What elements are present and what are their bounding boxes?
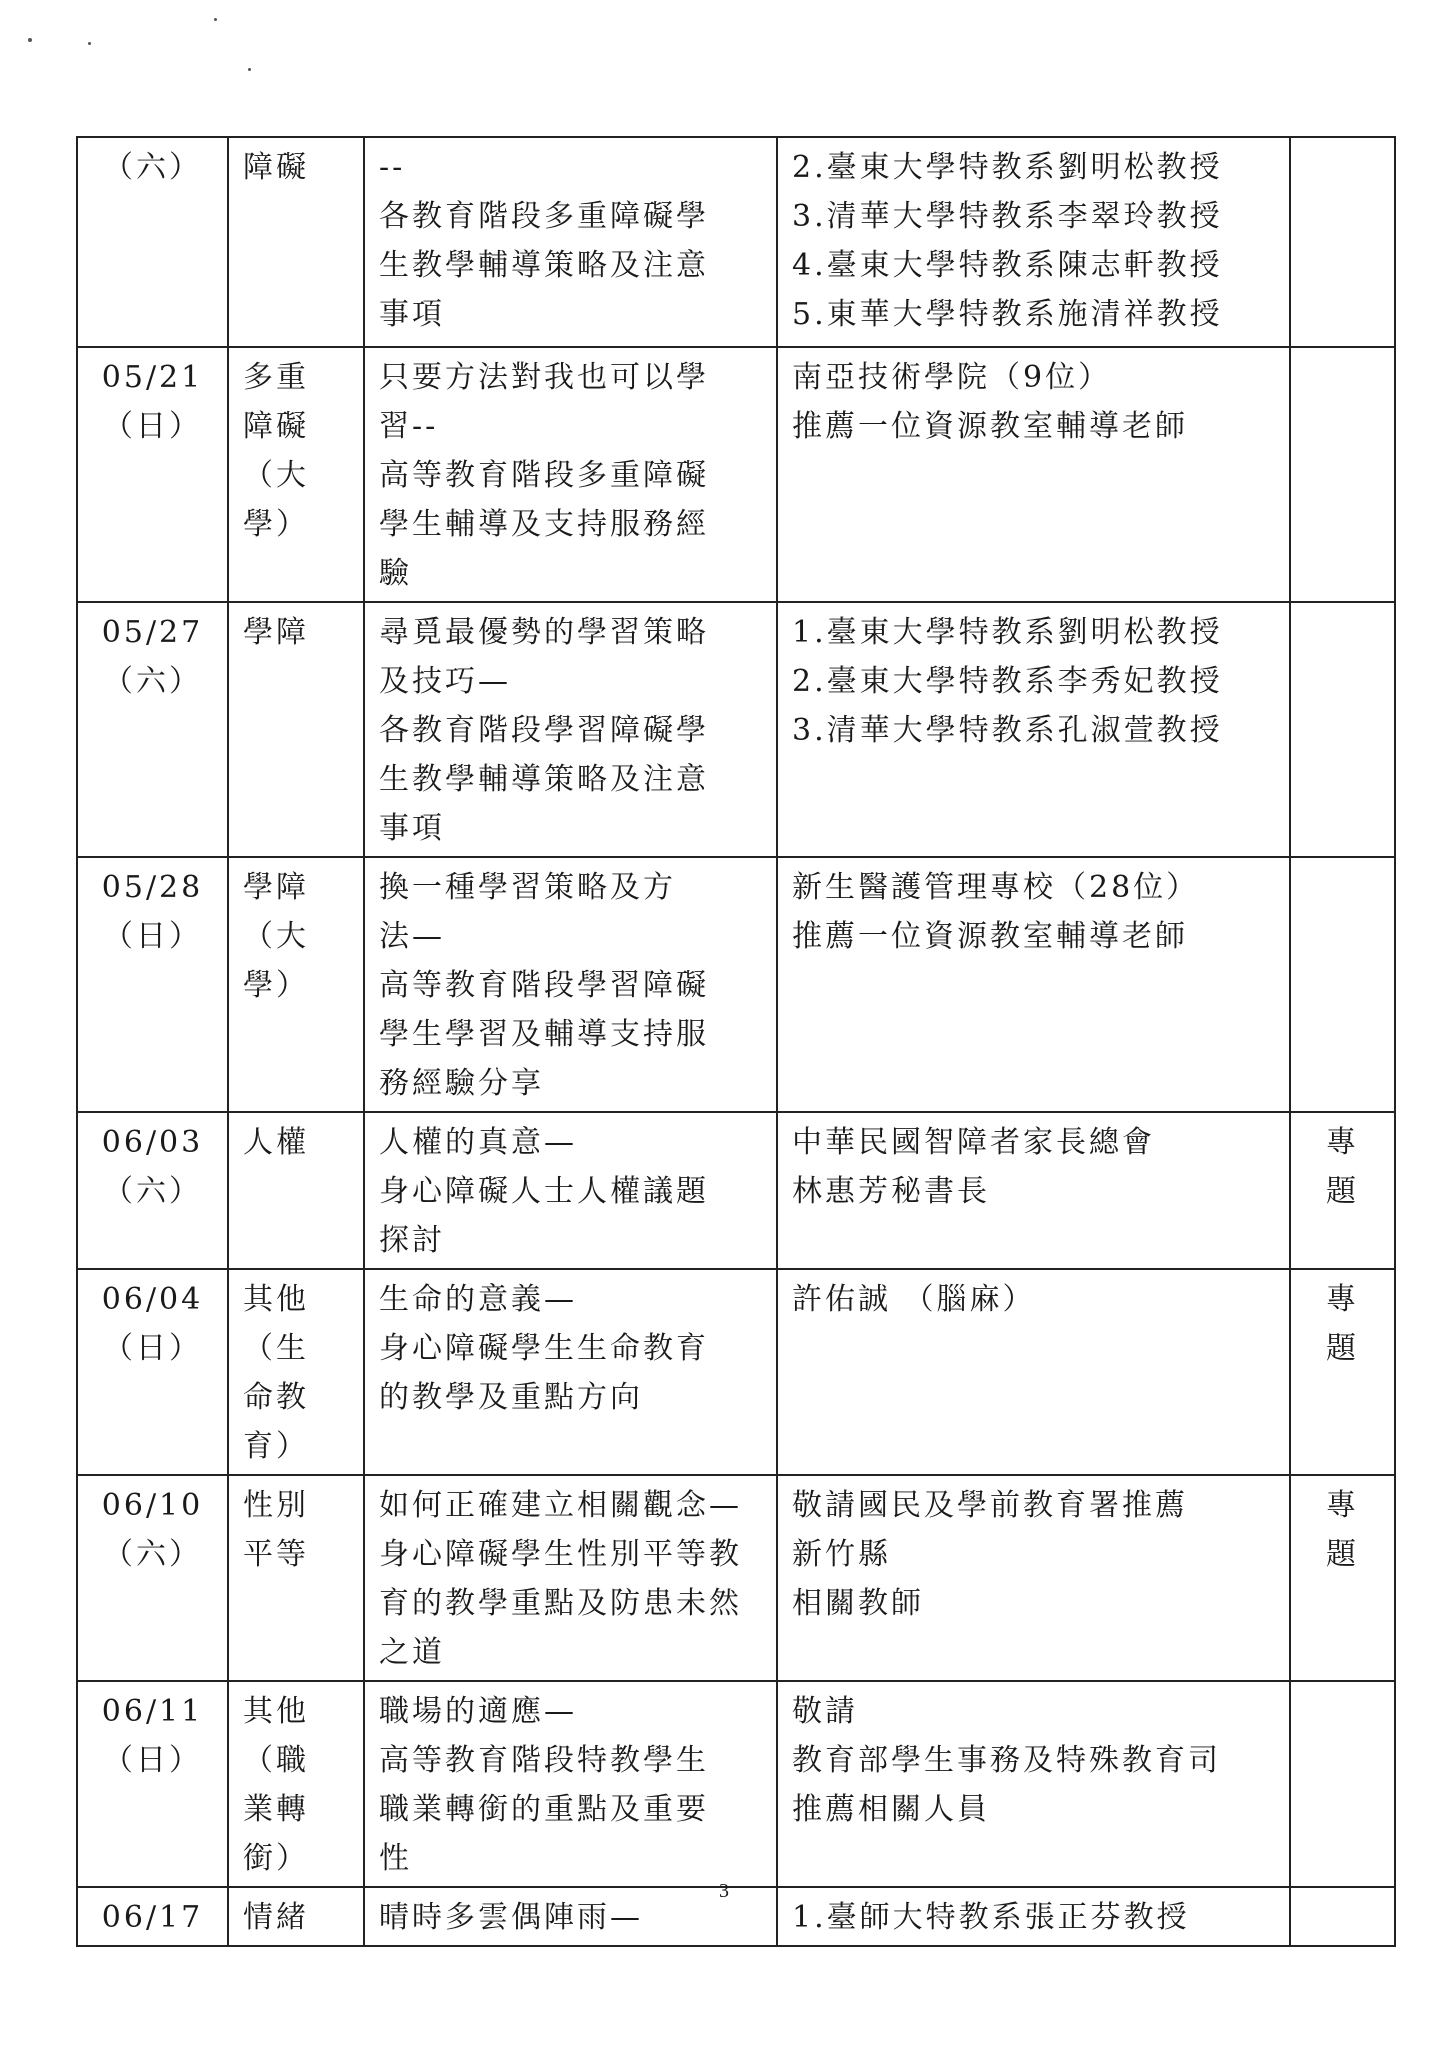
cell-line: -- (379, 150, 406, 185)
note-cell (1290, 1112, 1395, 1269)
cell-line: 3.清華大學特教系李翠玲教授 (792, 199, 1223, 234)
cell-line: 新竹縣 (792, 1537, 891, 1572)
cell-line: 推薦相關人員 (792, 1792, 990, 1827)
scan-speck (248, 68, 251, 71)
schedule-table (76, 136, 1396, 1947)
cell-line: 5.東華大學特教系施清祥教授 (792, 297, 1223, 332)
table-row (77, 1112, 1395, 1269)
cell-line: 2.臺東大學特教系劉明松教授 (792, 150, 1223, 185)
cell-line: 情緒 (243, 1900, 309, 1935)
topic-cell (364, 1681, 777, 1887)
category-cell (228, 1681, 364, 1887)
date-cell (77, 602, 228, 857)
page-number: 3 (719, 1880, 729, 1902)
cell-line: 許佑誠 （腦麻） (792, 1282, 1036, 1317)
speaker-cell (777, 1681, 1290, 1887)
cell-line: 高等教育階段多重障礙 (379, 458, 709, 493)
cell-line: 之道 (379, 1635, 445, 1670)
topic-cell (364, 1475, 777, 1681)
category-cell (228, 1112, 364, 1269)
cell-line: 育的教學重點及防患未然 (379, 1586, 742, 1621)
speaker-cell (777, 1475, 1290, 1681)
topic-cell (364, 347, 777, 602)
cell-line: 習-- (379, 409, 439, 444)
cell-line: 專 (1326, 1282, 1359, 1317)
speaker-cell (777, 1269, 1290, 1475)
cell-line: （大 (243, 458, 309, 493)
cell-line: （生 (243, 1331, 309, 1366)
cell-line: 新生醫護管理專校（28位） (792, 870, 1200, 905)
cell-line: 06/11 (101, 1694, 204, 1729)
cell-line: 晴時多雲偶陣雨— (379, 1900, 643, 1935)
cell-line: 生教學輔導策略及注意 (379, 248, 709, 283)
cell-line: 高等教育階段學習障礙 (379, 968, 709, 1003)
table-row (77, 1269, 1395, 1475)
cell-line: 學生學習及輔導支持服 (379, 1017, 709, 1052)
speaker-cell (777, 602, 1290, 857)
cell-line: 教育部學生事務及特殊教育司 (792, 1743, 1221, 1778)
cell-line: （六） (103, 664, 202, 699)
cell-line: 探討 (379, 1223, 445, 1258)
cell-line: （六） (103, 150, 202, 185)
cell-line: 林惠芳秘書長 (792, 1174, 990, 1209)
cell-line: 人權 (243, 1125, 309, 1160)
cell-line: 事項 (379, 297, 445, 332)
cell-line: 多重 (243, 360, 309, 395)
cell-line: 題 (1326, 1174, 1359, 1209)
cell-line: （日） (103, 409, 202, 444)
cell-line: （日） (103, 919, 202, 954)
cell-line: 生教學輔導策略及注意 (379, 762, 709, 797)
cell-line: 推薦一位資源教室輔導老師 (792, 919, 1188, 954)
date-cell (77, 857, 228, 1112)
cell-line: 1.臺東大學特教系劉明松教授 (792, 615, 1223, 650)
cell-line: 各教育階段多重障礙學 (379, 199, 709, 234)
cell-line: 06/04 (101, 1282, 204, 1317)
date-cell (77, 137, 228, 347)
date-cell (77, 347, 228, 602)
category-cell (228, 1475, 364, 1681)
cell-line: 學） (243, 968, 309, 1003)
category-cell (228, 347, 364, 602)
cell-line: 命教 (243, 1380, 309, 1415)
table-row (77, 347, 1395, 602)
cell-line: 尋覓最優勢的學習策略 (379, 615, 709, 650)
cell-line: 專 (1326, 1125, 1359, 1160)
date-cell (77, 1475, 228, 1681)
cell-line: 專 (1326, 1488, 1359, 1523)
scan-speck (214, 18, 217, 21)
cell-line: 學生輔導及支持服務經 (379, 507, 709, 542)
cell-line: 事項 (379, 811, 445, 846)
table-row (77, 137, 1395, 347)
cell-line: 業轉 (243, 1792, 309, 1827)
cell-line: 題 (1326, 1331, 1359, 1366)
note-cell (1290, 1681, 1395, 1887)
cell-line: 如何正確建立相關觀念— (379, 1488, 742, 1523)
cell-line: （六） (103, 1174, 202, 1209)
note-cell (1290, 857, 1395, 1112)
cell-line: （職 (243, 1743, 309, 1778)
cell-line: 平等 (243, 1537, 309, 1572)
cell-line: 題 (1326, 1537, 1359, 1572)
cell-line: 高等教育階段特教學生 (379, 1743, 709, 1778)
topic-cell (364, 1112, 777, 1269)
cell-line: 驗 (379, 556, 412, 591)
category-cell (228, 857, 364, 1112)
cell-line: 06/03 (101, 1125, 204, 1160)
cell-line: 05/21 (101, 360, 204, 395)
scan-speck (28, 38, 32, 42)
date-cell (77, 1681, 228, 1887)
schedule-body (77, 137, 1395, 1946)
cell-line: 性 (379, 1841, 412, 1876)
cell-line: 障礙 (243, 150, 309, 185)
cell-line: 學障 (243, 615, 309, 650)
category-cell (228, 602, 364, 857)
table-row (77, 1681, 1395, 1887)
date-cell (77, 1269, 228, 1475)
cell-line: 06/10 (101, 1488, 204, 1523)
category-cell (228, 137, 364, 347)
cell-line: 05/27 (101, 615, 204, 650)
cell-line: 銜） (243, 1841, 309, 1876)
cell-line: 障礙 (243, 409, 309, 444)
cell-line: 及技巧— (379, 664, 511, 699)
topic-cell (364, 602, 777, 857)
table-row (77, 857, 1395, 1112)
cell-line: 2.臺東大學特教系李秀妃教授 (792, 664, 1223, 699)
speaker-cell (777, 137, 1290, 347)
cell-line: 其他 (243, 1282, 309, 1317)
cell-line: （大 (243, 919, 309, 954)
cell-line: 推薦一位資源教室輔導老師 (792, 409, 1188, 444)
cell-line: 4.臺東大學特教系陳志軒教授 (792, 248, 1223, 283)
cell-line: 生命的意義— (379, 1282, 577, 1317)
cell-line: 的教學及重點方向 (379, 1380, 643, 1415)
cell-line: （日） (103, 1331, 202, 1366)
topic-cell (364, 857, 777, 1112)
cell-line: 人權的真意— (379, 1125, 577, 1160)
topic-cell (364, 1269, 777, 1475)
cell-line: 1.臺師大特教系張正芬教授 (792, 1900, 1190, 1935)
cell-line: 06/17 (101, 1900, 204, 1935)
cell-line: 其他 (243, 1694, 309, 1729)
cell-line: 身心障礙學生性別平等教 (379, 1537, 742, 1572)
cell-line: 換一種學習策略及方 (379, 870, 676, 905)
topic-cell (364, 137, 777, 347)
note-cell (1290, 1269, 1395, 1475)
cell-line: 敬請 (792, 1694, 858, 1729)
note-cell (1290, 137, 1395, 347)
cell-line: 相關教師 (792, 1586, 924, 1621)
note-cell (1290, 1475, 1395, 1681)
cell-line: 3.清華大學特教系孔淑萱教授 (792, 713, 1223, 748)
cell-line: 學） (243, 507, 309, 542)
cell-line: 職業轉銜的重點及重要 (379, 1792, 709, 1827)
cell-line: 各教育階段學習障礙學 (379, 713, 709, 748)
cell-line: 05/28 (101, 870, 204, 905)
cell-line: 育） (243, 1429, 309, 1464)
cell-line: 職場的適應— (379, 1694, 577, 1729)
date-cell (77, 1112, 228, 1269)
cell-line: 南亞技術學院（9位） (792, 360, 1112, 395)
cell-line: 身心障礙學生生命教育 (379, 1331, 709, 1366)
cell-line: （六） (103, 1537, 202, 1572)
scan-speck (88, 42, 91, 45)
cell-line: 性別 (243, 1488, 309, 1523)
category-cell (228, 1269, 364, 1475)
cell-line: 中華民國智障者家長總會 (792, 1125, 1155, 1160)
speaker-cell (777, 1112, 1290, 1269)
speaker-cell (777, 857, 1290, 1112)
cell-line: 只要方法對我也可以學 (379, 360, 709, 395)
cell-line: 敬請國民及學前教育署推薦 (792, 1488, 1188, 1523)
cell-line: 務經驗分享 (379, 1066, 544, 1101)
cell-line: 法— (379, 919, 445, 954)
cell-line: 學障 (243, 870, 309, 905)
table-row (77, 602, 1395, 857)
cell-line: （日） (103, 1743, 202, 1778)
note-cell (1290, 347, 1395, 602)
note-cell (1290, 602, 1395, 857)
cell-line: 身心障礙人士人權議題 (379, 1174, 709, 1209)
table-row (77, 1475, 1395, 1681)
speaker-cell (777, 347, 1290, 602)
